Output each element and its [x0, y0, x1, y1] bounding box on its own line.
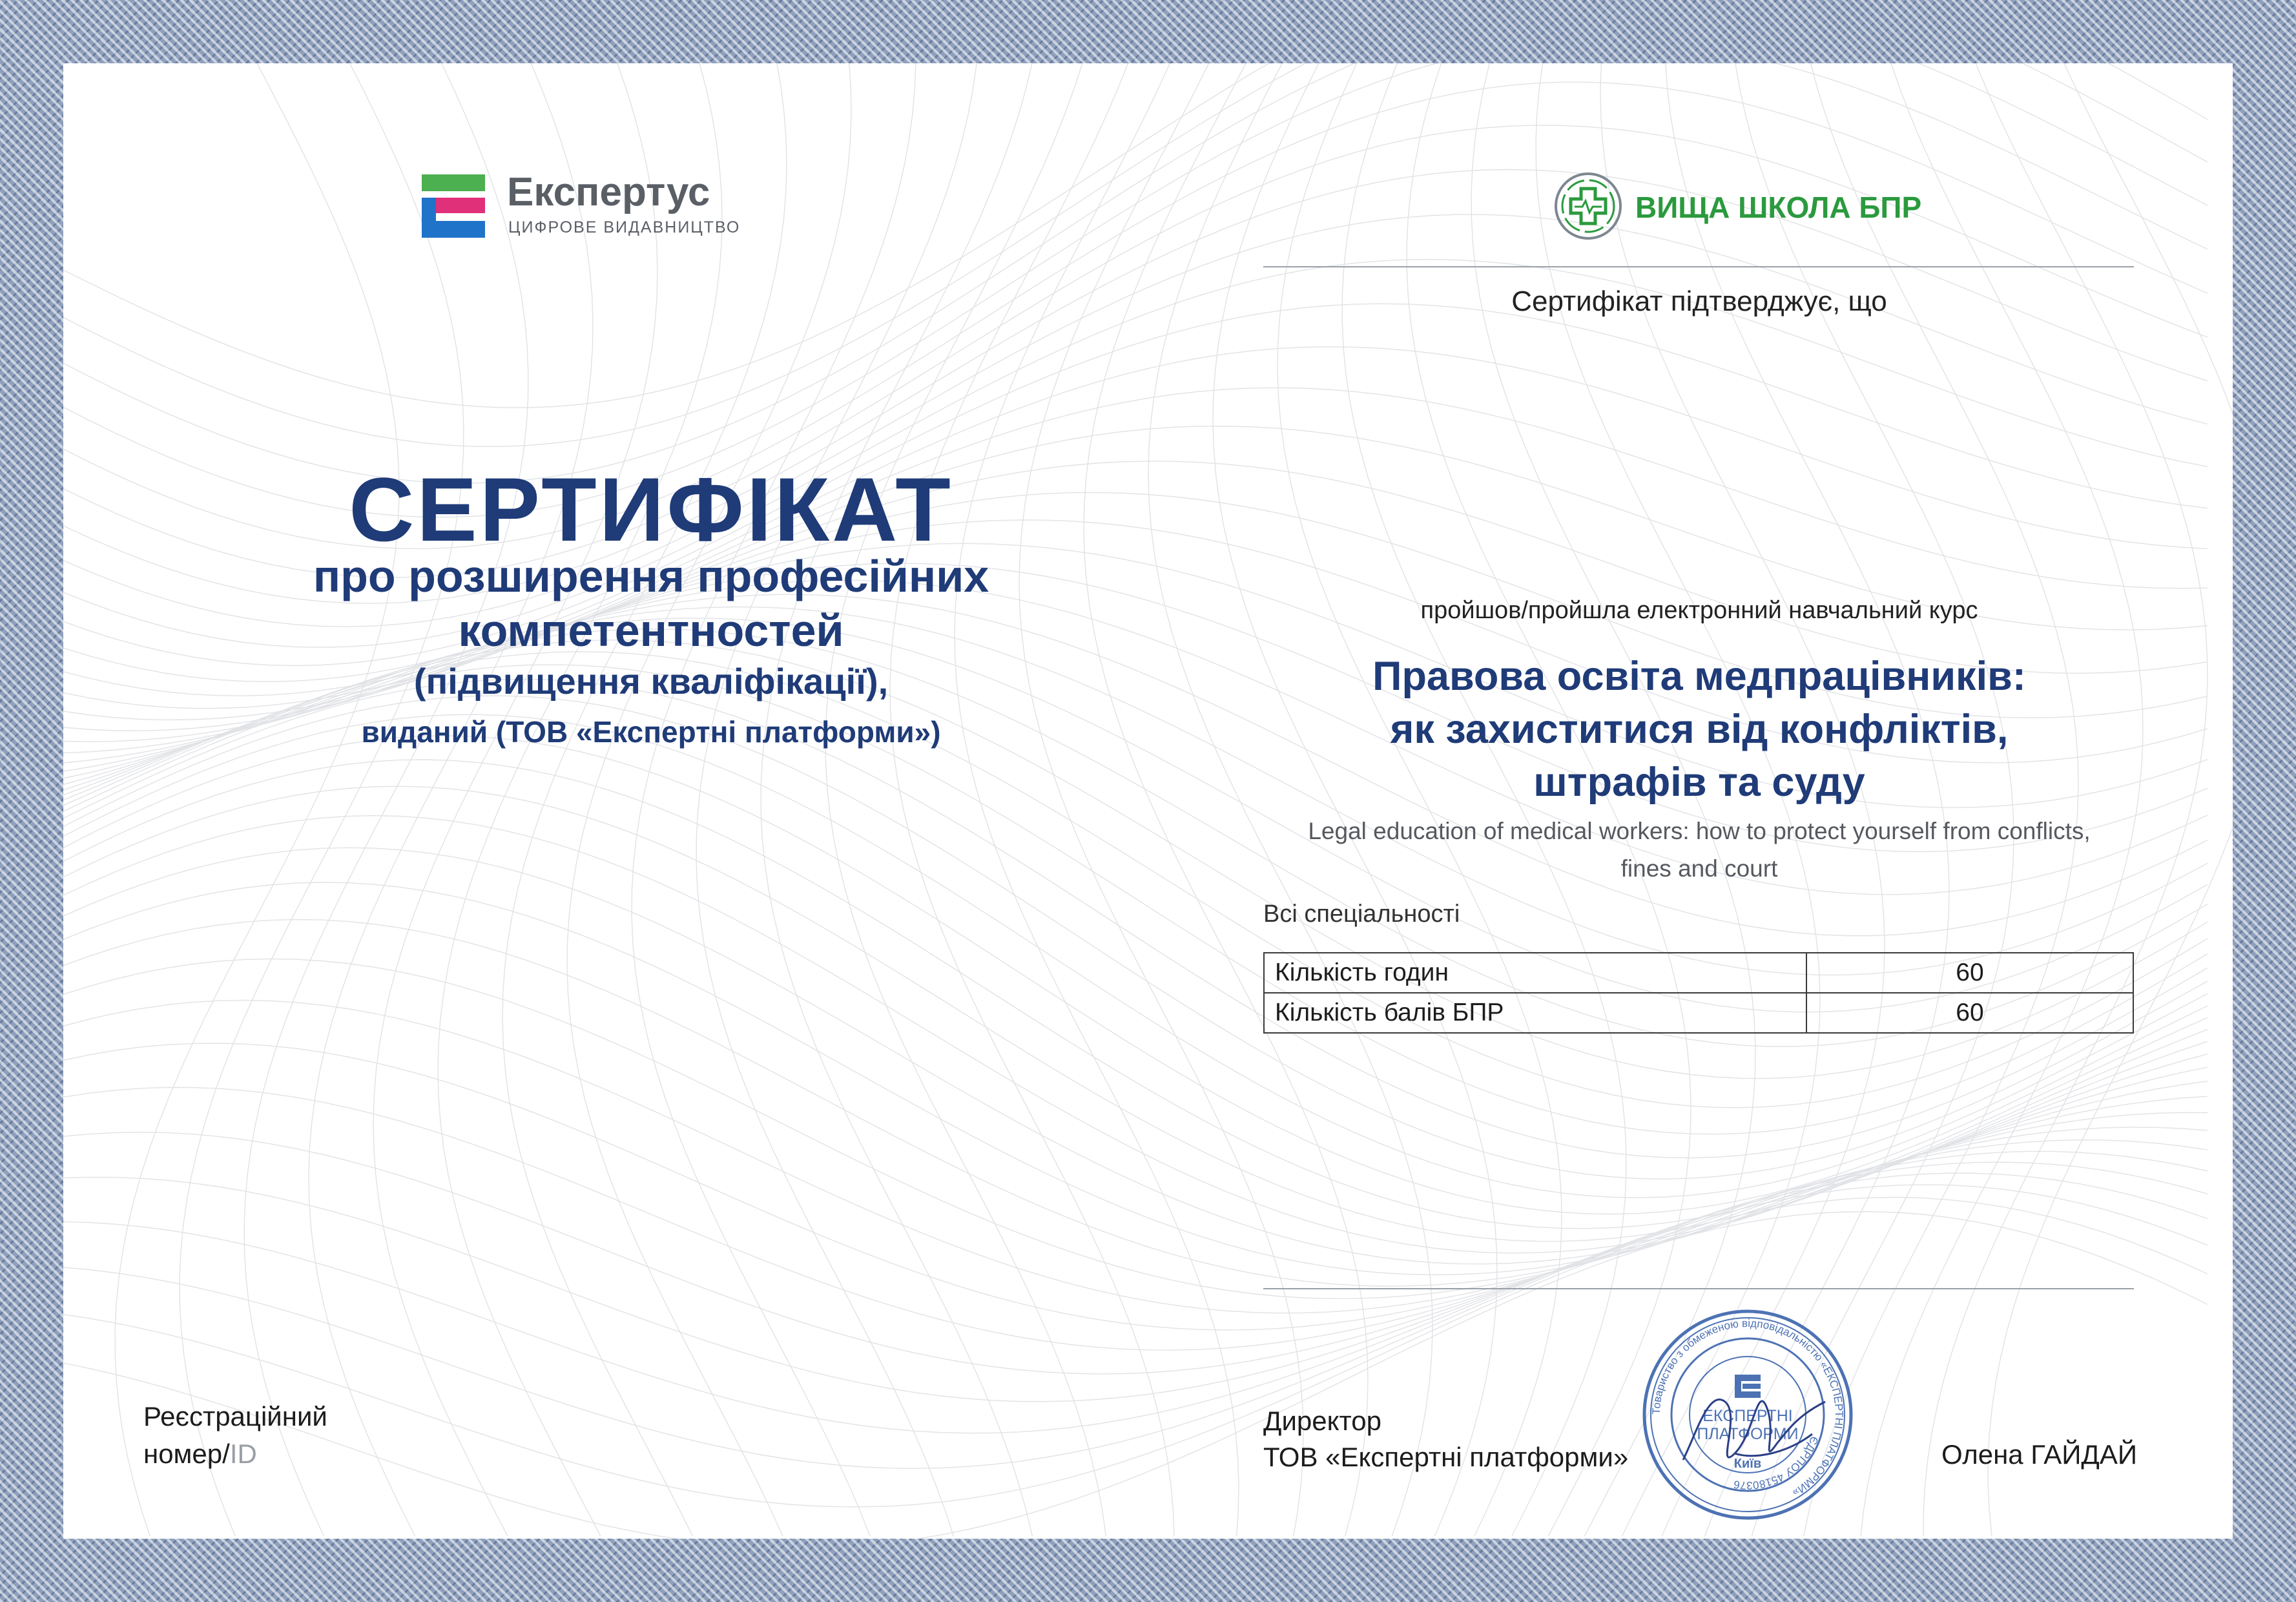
- guilloche-line: [244, 63, 528, 1536]
- certificate-subtitle: [141, 549, 1161, 658]
- stamp-code-text: ЄДРПОУ 45180376: [1732, 1434, 1821, 1492]
- registration-id: ID: [229, 1439, 257, 1469]
- guilloche-line: [63, 63, 2208, 483]
- registration-prefix: номер/: [143, 1439, 230, 1469]
- subtitle-line-3: (підвищення кваліфікації),: [413, 661, 889, 702]
- guilloche-line: [63, 1087, 2208, 1350]
- bpr-logo-name: ВИЩА ШКОЛА БПР: [1635, 191, 1922, 224]
- course-title-en-line-1: Legal education of medical workers: how to protect yourself from conflicts,: [1308, 818, 2091, 844]
- course-title-line-2: як захиститися від конфліктів,: [1390, 707, 2009, 752]
- passed-course-text: пройшов/пройшла електронний навчальний курс: [1420, 597, 1978, 624]
- guilloche-line: [373, 63, 657, 1536]
- expertus-logo-icon: [422, 174, 485, 238]
- registration-label: Реєстраційний: [143, 1401, 327, 1431]
- subtitle-line-1: про розширення професійних: [313, 551, 989, 601]
- course-title-line-1: Правова освіта медпрацівників:: [1372, 654, 2026, 699]
- stamp-logo-icon: [1735, 1375, 1761, 1398]
- expertus-logo: [422, 172, 822, 243]
- guilloche-line: [502, 63, 787, 1536]
- certificate-title: СЕРТИФІКАТ: [349, 459, 953, 560]
- issued-by: виданий (ТОВ «Експертні платформи»): [361, 715, 941, 749]
- course-title-english: [1263, 813, 2135, 888]
- guilloche-line: [63, 1043, 2208, 1330]
- company-stamp: [1638, 1305, 1857, 1524]
- certificate-sheet: [63, 63, 2233, 1539]
- specialty: Всі спеціальності: [1263, 900, 1460, 928]
- bpr-logo: [1553, 171, 1922, 248]
- director-name: Олена ГАЙДАЙ: [1941, 1439, 2138, 1470]
- guilloche-line: [309, 63, 593, 1536]
- table-row: [1264, 953, 2133, 993]
- subtitle-line-2: компетентностей: [458, 605, 844, 656]
- stamp-center-line-1: ЕКСПЕРТНІ: [1702, 1407, 1793, 1425]
- course-title-en-line-2: fines and court: [1620, 855, 1778, 882]
- guilloche-line: [180, 63, 464, 1536]
- guilloche-line: [825, 63, 1106, 1536]
- hours-label: Кількість годин: [1264, 953, 1806, 993]
- bpr-points-value: 60: [1806, 993, 2133, 1033]
- guilloche-line: [761, 63, 1032, 1536]
- stamp-city: Київ: [1733, 1457, 1762, 1471]
- top-divider: [1263, 266, 2134, 267]
- expertus-logo-tagline: ЦИФРОВЕ ВИДАВНИЦТВО: [508, 218, 741, 236]
- table-row: [1264, 993, 2133, 1033]
- guilloche-line: [63, 1212, 2208, 1539]
- guilloche-line: [63, 848, 2208, 1264]
- bottom-divider: [1263, 1288, 2134, 1289]
- stamp-outer-text: Товариство з обмеженою відповідальністю «ЕКСПЕРТНІ ПЛАТФОРМИ»: [1650, 1316, 1846, 1499]
- hours-value: 60: [1806, 953, 2133, 993]
- guilloche-line: [63, 63, 2208, 446]
- expertus-logo-name: Експертус: [507, 170, 710, 214]
- registration-number: [143, 1398, 327, 1473]
- hours-table: [1263, 952, 2134, 1034]
- director-org: ТОВ «Експертні платформи»: [1263, 1442, 1629, 1472]
- guilloche-line: [567, 63, 851, 1536]
- confirms-text: Сертифікат підтверджує, що: [1511, 286, 1887, 317]
- director-block: [1263, 1403, 1628, 1475]
- medical-cross-icon: [1553, 171, 1624, 242]
- stamp-center-line-2: ПЛАТФОРМИ: [1697, 1425, 1799, 1443]
- bpr-points-label: Кількість балів БПР: [1264, 993, 1806, 1033]
- course-title: [1263, 650, 2135, 809]
- registration-id-line: [143, 1435, 327, 1473]
- guilloche-line: [63, 882, 2208, 1275]
- guilloche-line: [1019, 63, 1303, 1536]
- guilloche-line: [115, 63, 399, 1536]
- guilloche-line: [696, 63, 977, 1536]
- guilloche-line: [63, 1162, 2208, 1402]
- guilloche-line: [63, 1198, 2208, 1507]
- guilloche-line: [890, 63, 1174, 1536]
- guilloche-line: [632, 63, 916, 1536]
- director-role: Директор: [1263, 1406, 1381, 1436]
- course-title-line-3: штрафів та суду: [1533, 760, 1865, 805]
